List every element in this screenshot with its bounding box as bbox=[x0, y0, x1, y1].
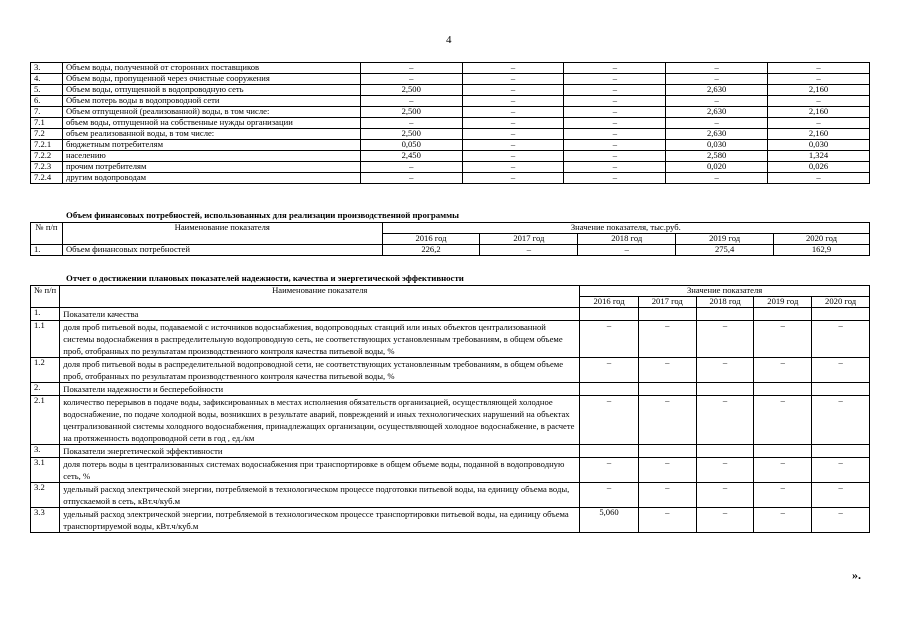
row-value: – bbox=[768, 63, 870, 74]
row-value: – bbox=[754, 483, 812, 508]
year-header: 2020 год bbox=[812, 297, 870, 308]
row-value: – bbox=[696, 321, 754, 358]
header-name: Наименование показателя bbox=[60, 286, 580, 308]
empty-cell bbox=[754, 383, 812, 396]
header-num: № п/п bbox=[31, 286, 60, 308]
row-value: – bbox=[666, 74, 768, 85]
financial-needs-caption: Объем финансовых потребностей, использованных для реализации производственной программы bbox=[66, 210, 459, 220]
row-num: 2. bbox=[31, 383, 60, 396]
row-value: – bbox=[564, 162, 666, 173]
water-volume-table bbox=[30, 62, 870, 184]
row-value: – bbox=[462, 151, 564, 162]
row-value: – bbox=[564, 85, 666, 96]
empty-cell bbox=[754, 445, 812, 458]
row-value: 0,030 bbox=[768, 140, 870, 151]
row-name: прочим потребителям bbox=[62, 162, 360, 173]
row-value: 226,2 bbox=[382, 245, 480, 256]
row-value: – bbox=[360, 162, 462, 173]
row-value: – bbox=[638, 358, 696, 383]
table-row bbox=[31, 396, 870, 445]
row-value: – bbox=[638, 508, 696, 533]
row-num: 6. bbox=[31, 96, 63, 107]
table-row bbox=[31, 173, 870, 184]
row-value: – bbox=[768, 173, 870, 184]
table-row bbox=[31, 321, 870, 358]
row-value: – bbox=[360, 118, 462, 129]
row-value: – bbox=[666, 96, 768, 107]
row-value: – bbox=[768, 74, 870, 85]
row-name: удельный расход электрической энергии, потребляемой в технологическом процессе транспортировки питьевой воды, на единицу объема транспортируемой воды, кВт.ч/куб.м bbox=[60, 508, 580, 533]
row-value: 2,500 bbox=[360, 129, 462, 140]
empty-cell bbox=[696, 383, 754, 396]
row-value: – bbox=[638, 483, 696, 508]
section-row bbox=[31, 383, 870, 396]
row-value: – bbox=[754, 458, 812, 483]
row-value: – bbox=[462, 85, 564, 96]
row-value: – bbox=[754, 358, 812, 383]
page-number: 4 bbox=[446, 34, 452, 46]
row-value: – bbox=[480, 245, 578, 256]
row-value: – bbox=[564, 107, 666, 118]
row-value: – bbox=[812, 358, 870, 383]
row-value: – bbox=[580, 396, 639, 445]
row-value: 0,020 bbox=[666, 162, 768, 173]
row-value: – bbox=[812, 483, 870, 508]
row-value: – bbox=[578, 245, 676, 256]
row-value: – bbox=[462, 74, 564, 85]
row-value: – bbox=[462, 162, 564, 173]
row-value: – bbox=[564, 118, 666, 129]
row-name: доля проб питьевой воды, подаваемой с источников водоснабжения, водопроводных станций или иных объектов централизованной системы водоснабжения в распределительную водопроводную сеть, не соответствующих установленным требованиям, в общем объеме проб, отобранных по результатам производственного контроля качества питьевой воды, % bbox=[60, 321, 580, 358]
row-num: 7.2.1 bbox=[31, 140, 63, 151]
row-value: – bbox=[812, 458, 870, 483]
table-row bbox=[31, 508, 870, 533]
header-num: № п/п bbox=[31, 223, 63, 245]
table-row bbox=[31, 118, 870, 129]
row-value: – bbox=[754, 508, 812, 533]
empty-cell bbox=[580, 445, 639, 458]
row-value: – bbox=[564, 151, 666, 162]
row-name: Объем отпущенной (реализованной) воды, в том числе: bbox=[62, 107, 360, 118]
indicators-table bbox=[30, 285, 870, 533]
row-value: – bbox=[360, 63, 462, 74]
row-value: – bbox=[462, 63, 564, 74]
row-value: – bbox=[360, 96, 462, 107]
section-title: Показатели надежности и бесперебойности bbox=[60, 383, 580, 396]
empty-cell bbox=[812, 445, 870, 458]
table-row bbox=[31, 151, 870, 162]
row-name: Объем воды, пропущенной через очистные сооружения bbox=[62, 74, 360, 85]
table-row bbox=[31, 483, 870, 508]
row-value: 0,030 bbox=[666, 140, 768, 151]
row-value: – bbox=[754, 321, 812, 358]
row-value: 2,160 bbox=[768, 107, 870, 118]
year-header: 2017 год bbox=[638, 297, 696, 308]
year-header: 2017 год bbox=[480, 234, 578, 245]
row-num: 5. bbox=[31, 85, 63, 96]
table-row bbox=[31, 140, 870, 151]
row-value: – bbox=[768, 118, 870, 129]
row-num: 1.1 bbox=[31, 321, 60, 358]
row-name: Объем потерь воды в водопроводной сети bbox=[62, 96, 360, 107]
empty-cell bbox=[696, 308, 754, 321]
financial-needs-table bbox=[30, 222, 870, 256]
empty-cell bbox=[580, 308, 639, 321]
row-value: – bbox=[462, 140, 564, 151]
row-value: – bbox=[666, 173, 768, 184]
row-value: – bbox=[360, 173, 462, 184]
row-value: – bbox=[564, 96, 666, 107]
row-value: – bbox=[812, 508, 870, 533]
empty-cell bbox=[812, 383, 870, 396]
row-value: – bbox=[462, 129, 564, 140]
row-num: 3. bbox=[31, 63, 63, 74]
table-row bbox=[31, 129, 870, 140]
row-value: 2,500 bbox=[360, 107, 462, 118]
row-value: 2,500 bbox=[360, 85, 462, 96]
row-value: – bbox=[638, 458, 696, 483]
row-name: объем реализованной воды, в том числе: bbox=[62, 129, 360, 140]
row-name: населению bbox=[62, 151, 360, 162]
row-num: 7.2 bbox=[31, 129, 63, 140]
header-value: Значение показателя, тыс.руб. bbox=[382, 223, 869, 234]
row-value: – bbox=[812, 396, 870, 445]
section-row bbox=[31, 308, 870, 321]
year-header: 2019 год bbox=[676, 234, 774, 245]
row-value: – bbox=[696, 396, 754, 445]
row-value: – bbox=[462, 173, 564, 184]
row-value: – bbox=[696, 458, 754, 483]
row-value: – bbox=[564, 140, 666, 151]
row-value: – bbox=[768, 96, 870, 107]
row-value: – bbox=[666, 63, 768, 74]
row-name: Объем финансовых потребностей bbox=[62, 245, 382, 256]
row-value: 2,580 bbox=[666, 151, 768, 162]
year-header: 2019 год bbox=[754, 297, 812, 308]
row-value: 2,160 bbox=[768, 85, 870, 96]
row-value: – bbox=[638, 396, 696, 445]
section-row bbox=[31, 445, 870, 458]
row-value: – bbox=[580, 321, 639, 358]
year-header: 2018 год bbox=[696, 297, 754, 308]
year-header: 2020 год bbox=[774, 234, 870, 245]
row-num: 7.2.2 bbox=[31, 151, 63, 162]
row-num: 7.2.3 bbox=[31, 162, 63, 173]
row-value: – bbox=[696, 508, 754, 533]
row-value: 2,160 bbox=[768, 129, 870, 140]
row-value: – bbox=[564, 129, 666, 140]
row-value: 2,630 bbox=[666, 107, 768, 118]
table-row bbox=[31, 63, 870, 74]
row-num: 7. bbox=[31, 107, 63, 118]
row-value: 162,9 bbox=[774, 245, 870, 256]
row-num: 3. bbox=[31, 445, 60, 458]
row-value: – bbox=[462, 107, 564, 118]
empty-cell bbox=[638, 308, 696, 321]
table-row bbox=[31, 458, 870, 483]
row-value: 1,324 bbox=[768, 151, 870, 162]
row-value: 0,026 bbox=[768, 162, 870, 173]
table-row bbox=[31, 96, 870, 107]
row-value: 275,4 bbox=[676, 245, 774, 256]
row-name: Объем воды, отпущенной в водопроводную сеть bbox=[62, 85, 360, 96]
table-row bbox=[31, 85, 870, 96]
section-title: Показатели качества bbox=[60, 308, 580, 321]
row-value: – bbox=[462, 118, 564, 129]
row-value: 5,060 bbox=[580, 508, 639, 533]
row-value: – bbox=[580, 358, 639, 383]
year-header: 2018 год bbox=[578, 234, 676, 245]
header-value: Значение показателя bbox=[580, 286, 870, 297]
row-value: 2,630 bbox=[666, 129, 768, 140]
year-header: 2016 год bbox=[580, 297, 639, 308]
table-row bbox=[31, 358, 870, 383]
row-num: 7.2.4 bbox=[31, 173, 63, 184]
row-value: – bbox=[462, 96, 564, 107]
row-value: – bbox=[754, 396, 812, 445]
empty-cell bbox=[638, 383, 696, 396]
row-name: бюджетным потребителям bbox=[62, 140, 360, 151]
empty-cell bbox=[696, 445, 754, 458]
row-num: 1. bbox=[31, 245, 63, 256]
empty-cell bbox=[580, 383, 639, 396]
empty-cell bbox=[638, 445, 696, 458]
empty-cell bbox=[754, 308, 812, 321]
row-value: – bbox=[696, 358, 754, 383]
indicators-caption: Отчет о достижении плановых показателей надежности, качества и энергетической эффективности bbox=[66, 273, 464, 283]
row-value: – bbox=[580, 458, 639, 483]
row-value: 2,630 bbox=[666, 85, 768, 96]
empty-cell bbox=[812, 308, 870, 321]
row-name: удельный расход электрической энергии, потребляемой в технологическом процессе подготовки питьевой воды, на единицу объема воды, отпускаемой в сеть, кВт.ч/куб.м bbox=[60, 483, 580, 508]
row-num: 3.3 bbox=[31, 508, 60, 533]
row-name: объем воды, отпущенной на собственные нужды организации bbox=[62, 118, 360, 129]
row-name: количество перерывов в подаче воды, зафиксированных в местах исполнения обязательств организацией, осуществляющей холодное водоснабжение, по подаче холодной воды, возникших в результате аварий, повреждений и иных технологических нарушений на объектах централизованной системы холодного водоснабжения, принадлежащих организации, осуществляющей холодное водоснабжение, в расчете на протяженность водопроводной сети в год , ед./км bbox=[60, 396, 580, 445]
year-header: 2016 год bbox=[382, 234, 480, 245]
row-value: – bbox=[564, 173, 666, 184]
row-num: 2.1 bbox=[31, 396, 60, 445]
row-value: 2,450 bbox=[360, 151, 462, 162]
row-name: доля проб питьевой воды в распределительной водопроводной сети, не соответствующих установленным требованиям, в общем объеме проб, отобранных по результатам производственного контроля качества питьевой воды, % bbox=[60, 358, 580, 383]
row-value: – bbox=[666, 118, 768, 129]
row-value: – bbox=[360, 74, 462, 85]
row-num: 3.1 bbox=[31, 458, 60, 483]
row-num: 4. bbox=[31, 74, 63, 85]
table-row bbox=[31, 245, 870, 256]
table-row bbox=[31, 74, 870, 85]
row-value: – bbox=[564, 63, 666, 74]
row-name: доля потерь воды в централизованных системах водоснабжения при транспортировке в общем объеме воды, поданной в водопроводную сеть, % bbox=[60, 458, 580, 483]
row-value: – bbox=[696, 483, 754, 508]
table-row bbox=[31, 162, 870, 173]
row-num: 3.2 bbox=[31, 483, 60, 508]
closing-quote-mark: ». bbox=[852, 568, 861, 582]
row-value: – bbox=[812, 321, 870, 358]
table-row bbox=[31, 107, 870, 118]
row-name: другим водопроводам bbox=[62, 173, 360, 184]
row-value: 0,050 bbox=[360, 140, 462, 151]
header-name: Наименование показателя bbox=[62, 223, 382, 245]
row-num: 1. bbox=[31, 308, 60, 321]
row-value: – bbox=[580, 483, 639, 508]
section-title: Показатели энергетической эффективности bbox=[60, 445, 580, 458]
row-value: – bbox=[564, 74, 666, 85]
row-num: 1.2 bbox=[31, 358, 60, 383]
row-name: Объем воды, полученной от сторонних поставщиков bbox=[62, 63, 360, 74]
row-value: – bbox=[638, 321, 696, 358]
row-num: 7.1 bbox=[31, 118, 63, 129]
